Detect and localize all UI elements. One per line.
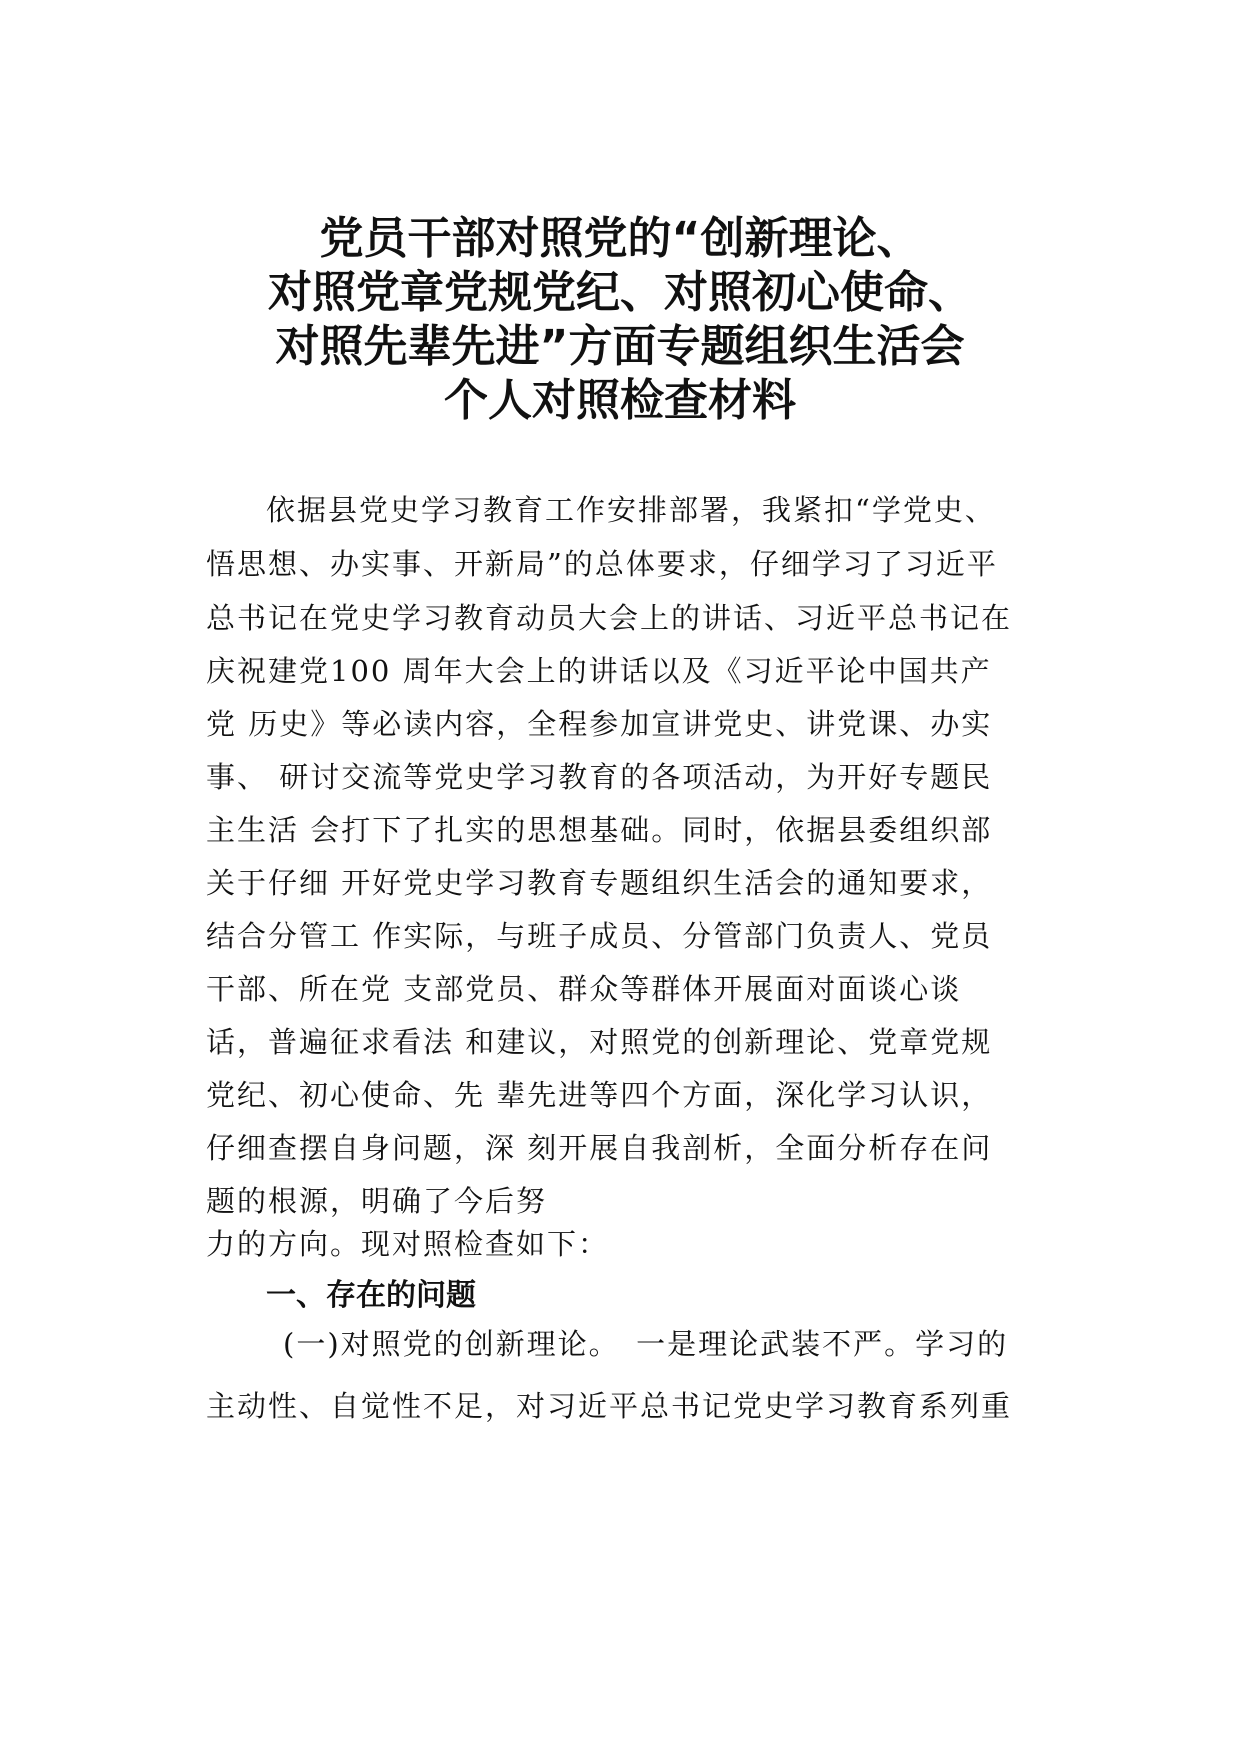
body-line: 庆祝建党100 周年大会上的讲话以及《习近平论中国共产 (206, 654, 992, 688)
body-line: 题的根源，明确了今后努 (206, 1184, 548, 1218)
title-line: 对照先辈先进”方面专题组织生活会 (275, 321, 965, 372)
title-line: 党员干部对照党的“创新理论、 (319, 213, 921, 264)
body-line: 事、 研讨交流等党史学习教育的各项活动，为开好专题民 (206, 760, 993, 794)
body-line: 关于仔细 开好党史学习教育专题组织生活会的通知要求， (206, 866, 993, 900)
section-heading: 一、存在的问题 (266, 1278, 476, 1313)
body-line: 话，普遍征求看法 和建议，对照党的创新理论、党章党规 (206, 1025, 993, 1059)
title-line: 个人对照检查材料 (444, 375, 796, 426)
body-line: 总书记在党史学习教育动员大会上的讲话、习近平总书记在 (206, 601, 1013, 635)
body-line: 主生活 会打下了扎实的思想基础。同时，依据县委组织部 (206, 813, 993, 847)
body-line: 仔细查摆自身问题，深 刻开展自我剖析，全面分析存在问 (206, 1131, 993, 1165)
section-line: 主动性、自觉性不足，对习近平总书记党史学习教育系列重 (206, 1389, 1013, 1423)
section-line: (一)对照党的创新理论。 一是理论武装不严。学习的 (283, 1327, 1009, 1361)
document-title (140, 212, 1100, 428)
body-line: 力的方向。现对照检查如下： (206, 1227, 610, 1261)
title-line: 对照党章党规党纪、对照初心使命、 (268, 267, 972, 318)
body-line: 结合分管工 作实际，与班子成员、分管部门负责人、党员 (206, 919, 993, 953)
body-line: 干部、所在党 支部党员、群众等群体开展面对面谈心谈 (206, 972, 962, 1006)
body-line: 依据县党史学习教育工作安排部署，我紧扣“学党史、 (266, 493, 996, 527)
body-line: 党纪、初心使命、先 辈先进等四个方面，深化学习认识， (206, 1078, 993, 1112)
body-line: 悟思想、办实事、开新局”的总体要求，仔细学习了习近平 (206, 547, 998, 581)
body-line: 党 历史》等必读内容，全程参加宣讲党史、讲党课、办实 (206, 707, 993, 741)
